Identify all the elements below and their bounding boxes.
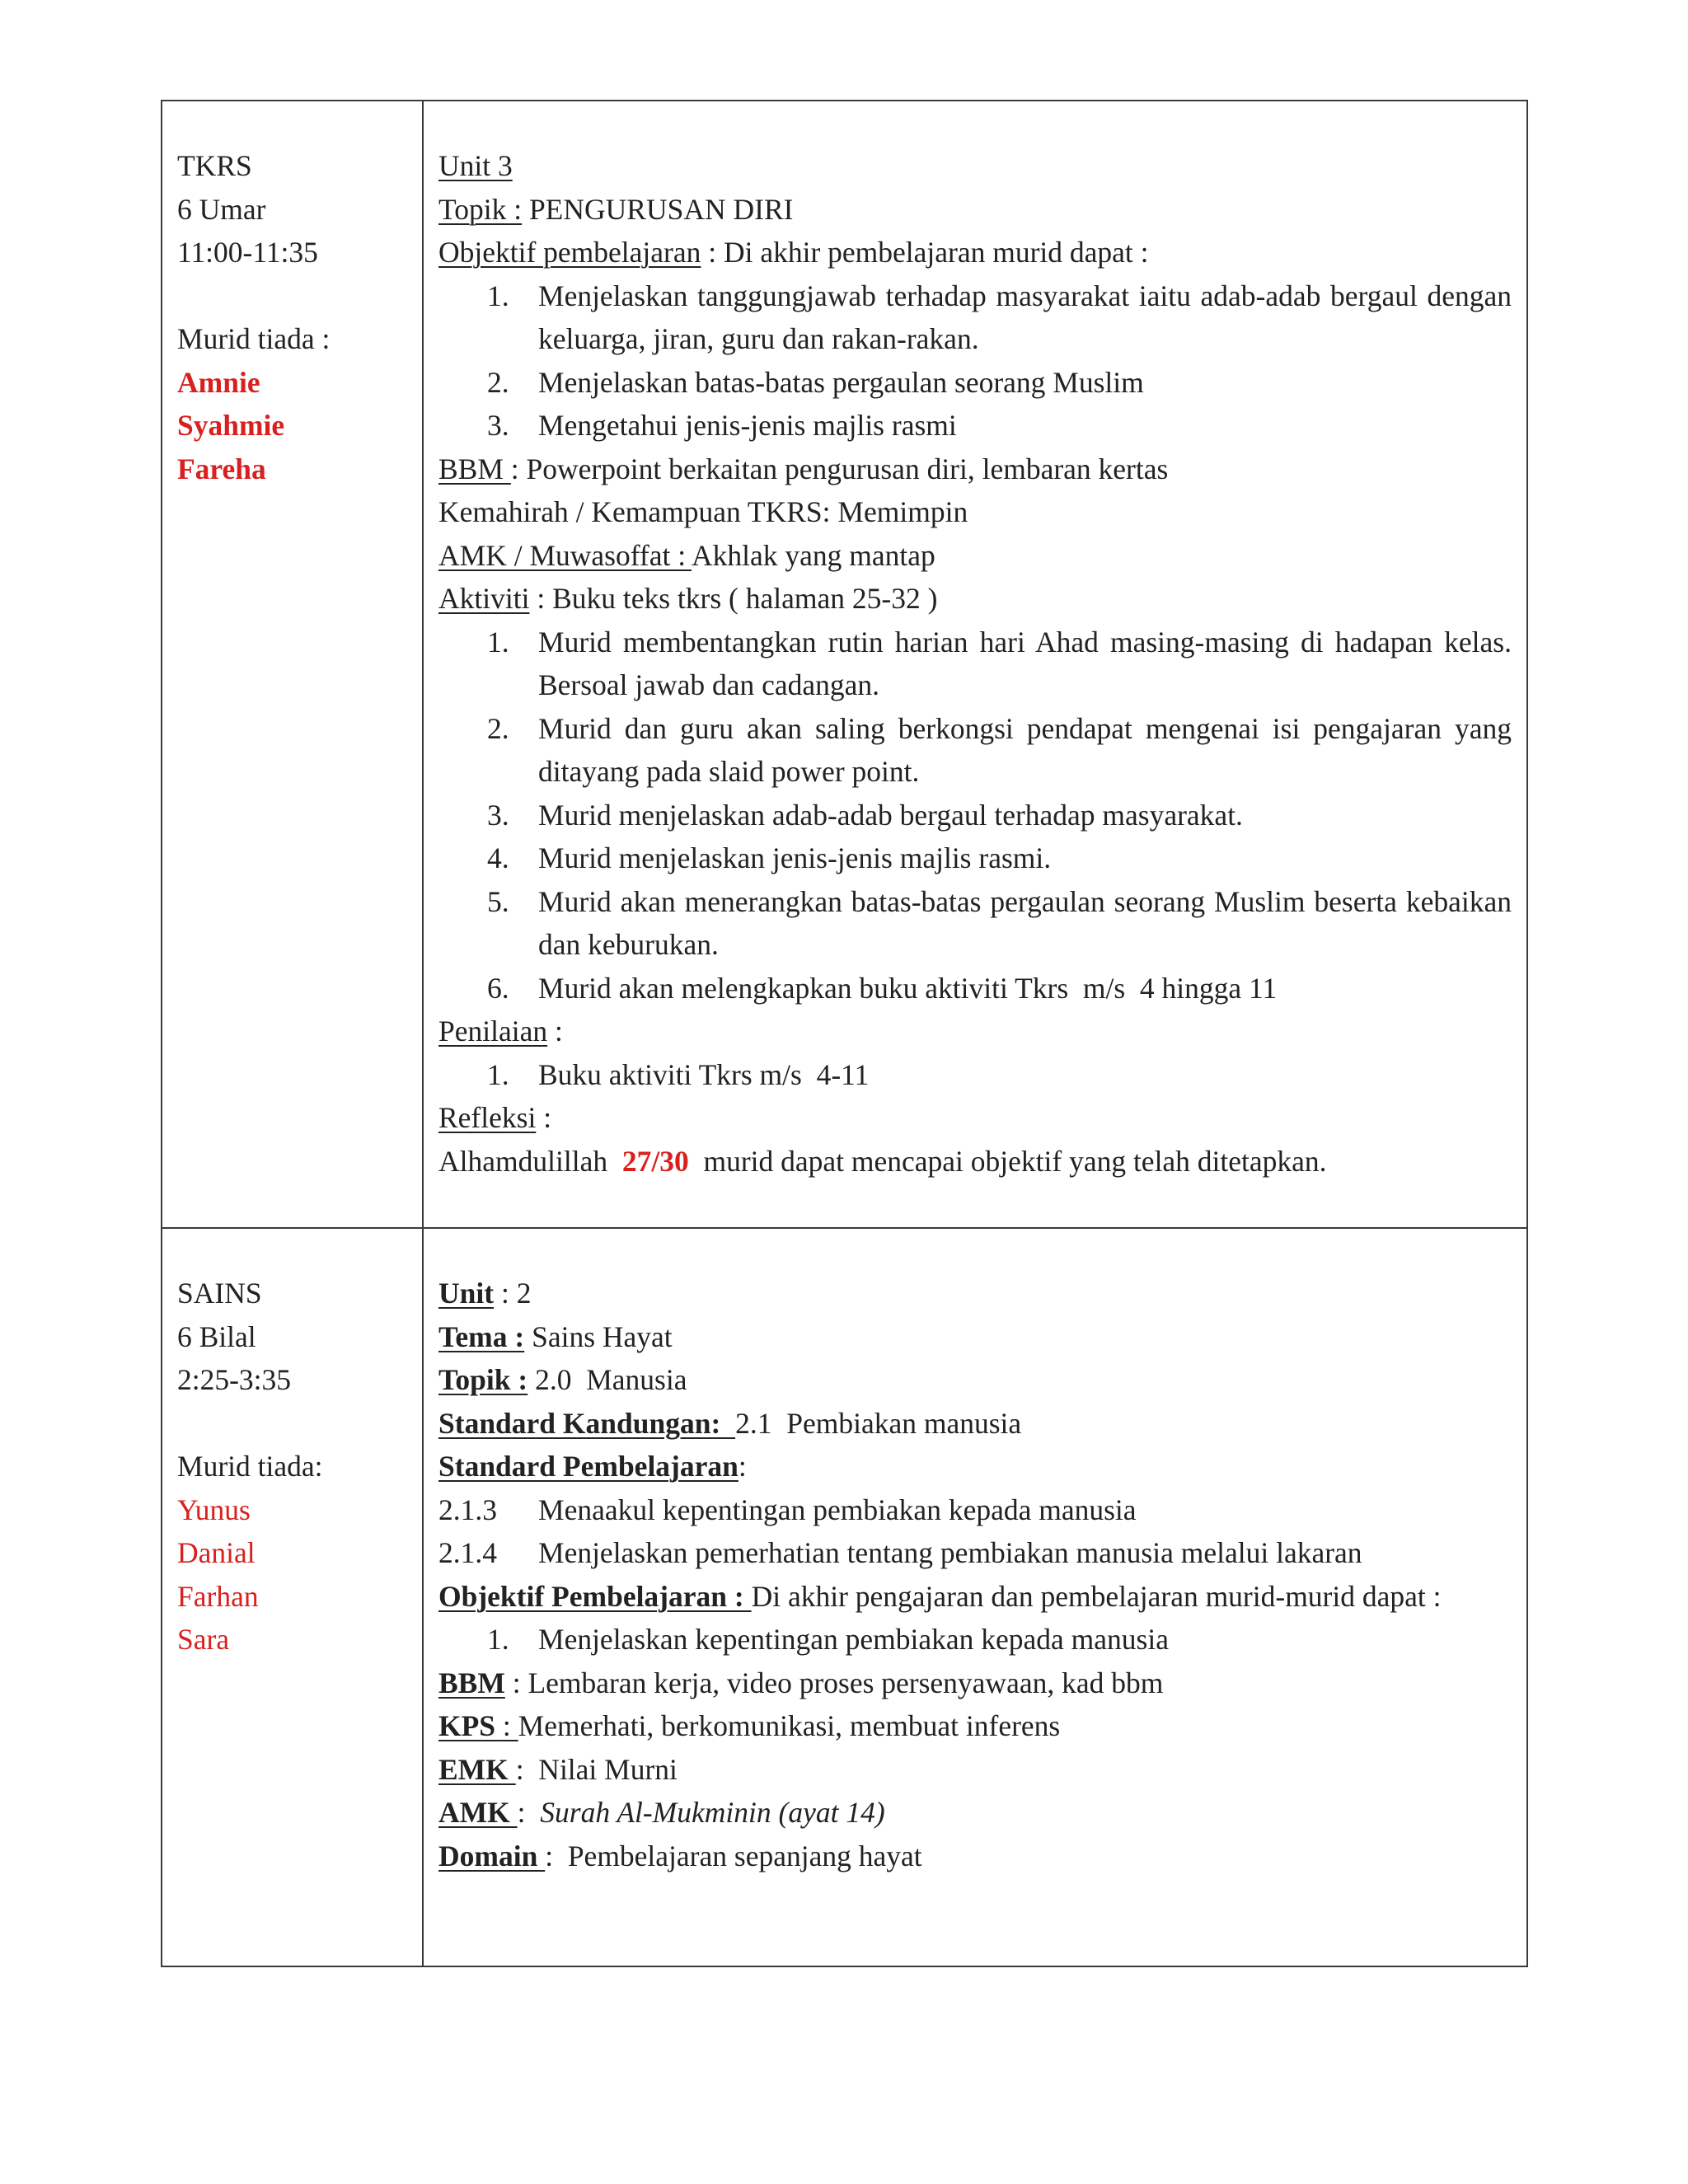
tkrs-class: 6 Umar [177, 192, 266, 226]
tkrs-content-cell [423, 101, 1527, 1228]
list-item: 1. Buku aktiviti Tkrs m/s 4-11 [487, 1057, 870, 1091]
sains-domain: Domain : Pembelajaran sepanjang hayat [438, 1839, 922, 1872]
sains-standard-pembelajaran: Standard Pembelajaran: [438, 1450, 747, 1483]
list-item: 4. Murid menjelaskan jenis-jenis majlis rasmi. [487, 841, 1052, 874]
absent-student: Syahmie [177, 409, 285, 442]
absent-student: Farhan [177, 1579, 259, 1613]
sains-time: 2:25-3:35 [177, 1363, 292, 1396]
tkrs-time: 11:00-11:35 [177, 236, 318, 269]
list-item: 3. Murid menjelaskan adab-adab bergaul terhadap masyarakat. [487, 798, 1243, 832]
list-item: 1. Murid membentangkan rutin harian hari Ahad masing-masing di hadapan kelas. Bersoal jawab dan cadangan. [487, 625, 1512, 701]
list-item: 6. Murid akan melengkapkan buku aktiviti Tkrs m/s 4 hingga 11 [487, 971, 1278, 1005]
list-item: 1. Menjelaskan tanggungjawab terhadap masyarakat iaitu adab-adab bergaul dengan keluarga, jiran, guru dan rakan-rakan. [487, 279, 1512, 355]
sains-emk: EMK : Nilai Murni [438, 1752, 678, 1786]
tkrs-aktiviti: Aktiviti : Buku teks tkrs ( halaman 25-32 ) [438, 582, 938, 615]
list-item: 2. Menjelaskan batas-batas pergaulan seorang Muslim [487, 365, 1144, 399]
tkrs-info-cell [162, 101, 423, 1228]
sains-subject: SAINS [177, 1277, 262, 1310]
list-item: 1. Menjelaskan kepentingan pembiakan kepada manusia [487, 1623, 1169, 1656]
sains-bbm: BBM : Lembaran kerja, video proses persenyawaan, kad bbm [438, 1666, 1164, 1699]
sains-standard-kandungan: Standard Kandungan: 2.1 Pembiakan manusia [438, 1406, 1022, 1440]
list-item: 3. Mengetahui jenis-jenis majlis rasmi [487, 409, 957, 442]
absent-student: Fareha [177, 452, 266, 485]
tkrs-objective-list [438, 274, 1512, 448]
tkrs-kemahiran: Kemahirah / Kemampuan TKRS: Memimpin [438, 495, 968, 528]
sains-topik: Topik : 2.0 Manusia [438, 1363, 687, 1396]
tkrs-bbm: BBM : Powerpoint berkaitan pengurusan diri, lembaran kertas [438, 452, 1169, 485]
sains-row [162, 1228, 1527, 1966]
tkrs-activity-list [438, 621, 1512, 1010]
list-item: 2. Murid dan guru akan saling berkongsi pendapat mengenai isi pengajaran yang ditayang pada slaid power point. [487, 711, 1512, 788]
sains-absent-label: Murid tiada: [177, 1450, 323, 1483]
tkrs-absent-label: Murid tiada : [177, 322, 331, 355]
absent-student: Danial [177, 1536, 256, 1569]
sains-info-cell [162, 1228, 423, 1966]
tkrs-amk: AMK / Muwasoffat : Akhlak yang mantap [438, 538, 935, 572]
tkrs-row [162, 101, 1527, 1228]
tkrs-topic: Topik : PENGURUSAN DIRI [438, 192, 794, 226]
sains-kps: KPS : Memerhati, berkomunikasi, membuat inferens [438, 1709, 1061, 1742]
sains-unit: Unit : 2 [438, 1277, 532, 1310]
reflection-score: 27/30 [621, 1144, 689, 1178]
tkrs-objective: Objektif pembelajaran : Di akhir pembelajaran murid dapat : [438, 236, 1149, 269]
absent-student: Yunus [177, 1493, 251, 1526]
tkrs-penilaian: Penilaian : [438, 1015, 563, 1047]
list-item: 5. Murid akan menerangkan batas-batas pergaulan seorang Muslim beserta kebaikan dan keburukan. [487, 884, 1512, 961]
sains-content-cell [423, 1228, 1527, 1966]
tkrs-subject: TKRS [177, 149, 252, 182]
tkrs-unit: Unit 3 [438, 149, 513, 182]
tkrs-assessment-list [438, 1053, 1512, 1097]
lesson-plan-table [161, 100, 1528, 1967]
standard-item: 2.1.4 Menjelaskan pemerhatian tentang pembiakan manusia melalui lakaran [438, 1536, 1362, 1569]
sains-class: 6 Bilal [177, 1319, 256, 1353]
tkrs-reflection-text: Alhamdulillah 27/30 murid dapat mencapai objektif yang telah ditetapkan. [438, 1144, 1327, 1178]
absent-student: Amnie [177, 365, 260, 399]
sains-objective: Objektif Pembelajaran : Di akhir pengajaran dan pembelajaran murid-murid dapat : [438, 1579, 1442, 1613]
sains-amk: AMK : Surah Al-Mukminin (ayat 14) [438, 1796, 885, 1829]
tkrs-refleksi: Refleksi : [438, 1101, 552, 1134]
sains-tema: Tema : Sains Hayat [438, 1319, 673, 1353]
sains-objective-list [438, 1618, 1512, 1661]
standard-item: 2.1.3 Menaakul kepentingan pembiakan kepada manusia [438, 1493, 1137, 1526]
absent-student: Sara [177, 1623, 230, 1656]
